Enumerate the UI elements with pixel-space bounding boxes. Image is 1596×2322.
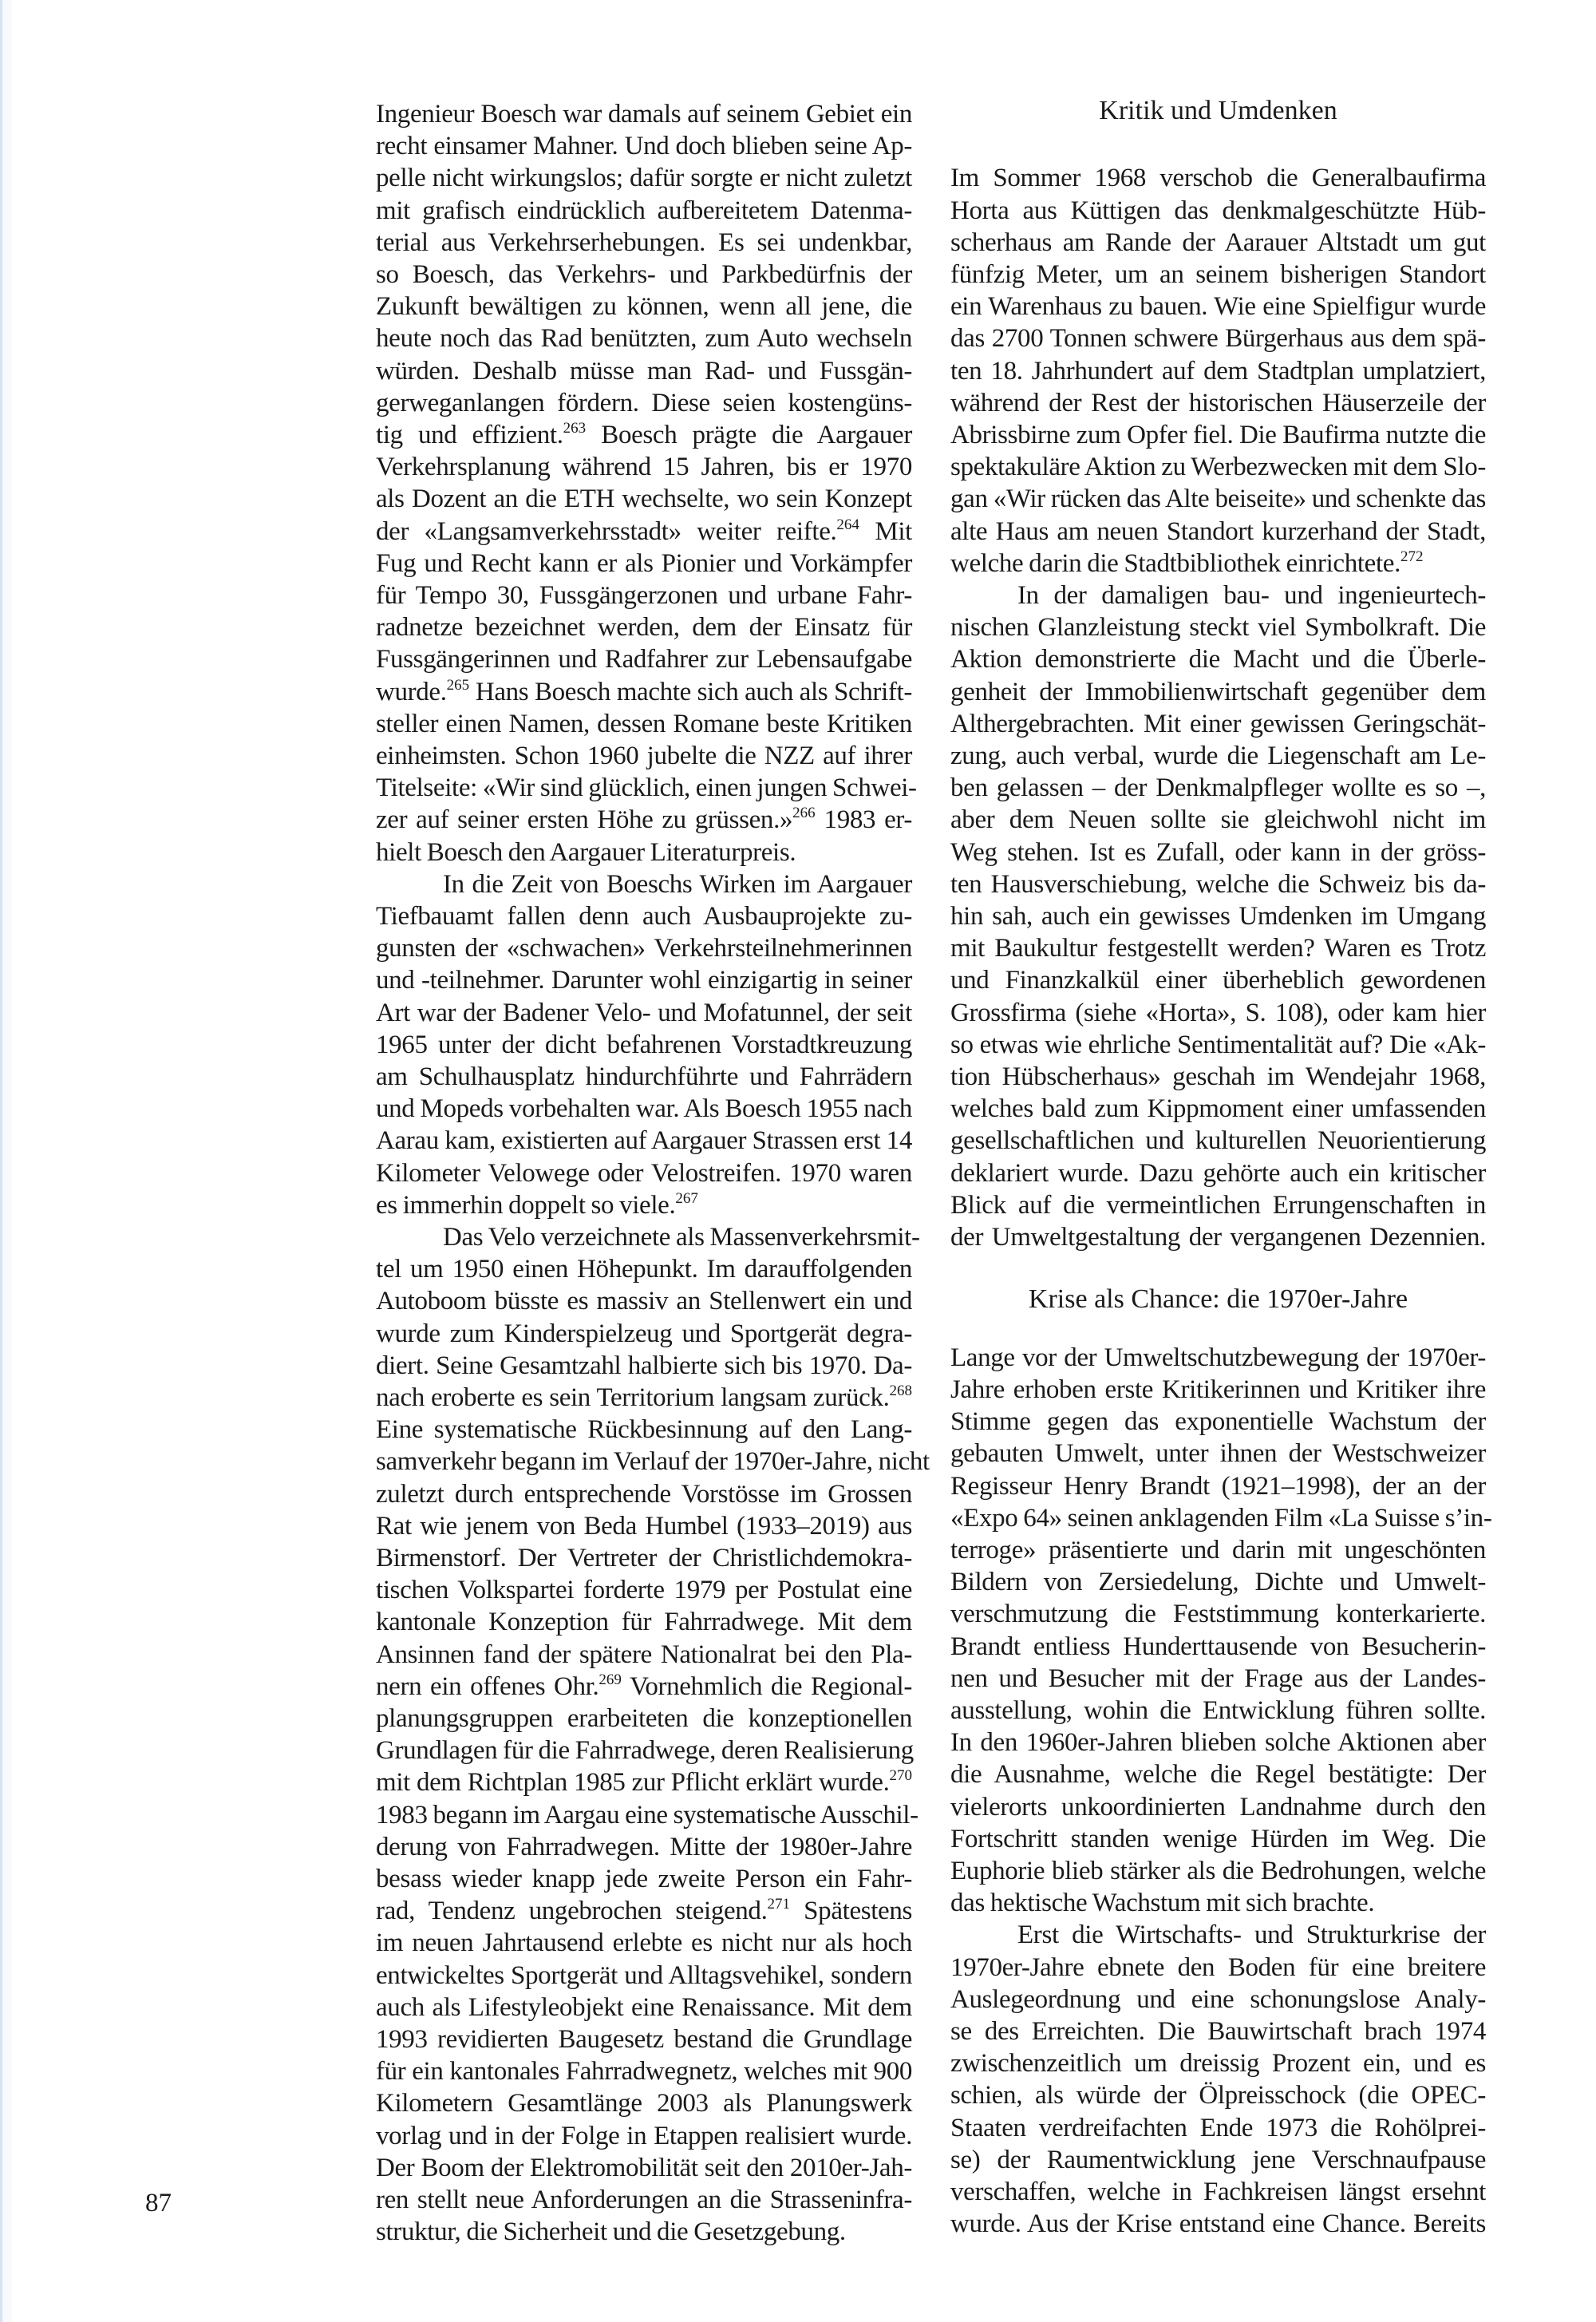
text-line-content: das hektische Wachstum mit sich brachte. [950, 1889, 1375, 1918]
text-line [376, 964, 912, 996]
text-line-content: Tiefbauamt fallen denn auch Ausbauprojekte zu- [376, 902, 912, 931]
text-line [950, 1855, 1486, 1887]
text-line-content: tischen Volkspartei forderte 1979 per Postulat eine [376, 1576, 912, 1605]
text-line [376, 772, 917, 804]
text-line [950, 1695, 1486, 1727]
text-line-content: Eine systematische Rückbesinnung auf den Lang- [376, 1415, 912, 1445]
footnote-reference: 272 [1400, 548, 1424, 565]
text-line [950, 259, 1486, 291]
text-line [376, 1606, 912, 1638]
text-line-content: ren stellt neue Anforderungen an die Strasseninfra- [376, 2186, 912, 2214]
page-edge-shade [2, 0, 12, 2322]
text-line-content: Kilometer Velowege oder Velostreifen. 1970 waren [376, 1158, 912, 1188]
footnote-reference: 270 [889, 1767, 912, 1785]
text-line [950, 2047, 1486, 2079]
text-line [376, 1350, 912, 1382]
text-line [376, 2087, 912, 2119]
text-line-content: Ansinnen fand der spätere Nationalrat bei den Pla- [376, 1640, 912, 1669]
text-line-continuation: 1983 er- [815, 805, 912, 835]
text-line-content: gan «Wir rücken das Alte beiseite» und schenkte das [950, 485, 1486, 514]
text-line-content: genheit der Immobilienwirtschaft gegenüber dem [950, 677, 1486, 706]
section-heading-kritik-und-umdenken: Kritik und Umdenken [1099, 96, 1337, 125]
text-line [950, 1157, 1486, 1189]
text-line [950, 1791, 1486, 1823]
text-line-content: Der Boom der Elektromobilität seit den 2010er-Jah- [376, 2153, 912, 2182]
text-line-content: welche darin die Stadtbibliothek einrichtete. [950, 548, 1400, 578]
text-line-content: Blick auf die vermeintlichen Errungenschaften in [950, 1190, 1486, 1220]
text-line-content: zung, auch verbal, wurde die Liegenschaft am Le- [950, 742, 1486, 770]
text-line-content: der «Langsamverkehrsstadt» weiter reifte. [376, 516, 837, 546]
footnote-reference: 266 [792, 805, 816, 822]
text-line-content: und -teilnehmer. Darunter wohl einzigartig in seiner [376, 966, 912, 995]
text-line-content: Ingenieur Boesch war damals auf seinem Gebiet ein [376, 100, 912, 129]
text-line-content: am Schulhausplatz hindurchführte und Fahrrädern [376, 1062, 912, 1091]
text-line-content: vielerorts unkoordinierten Landnahme durch den [950, 1792, 1486, 1822]
text-line [376, 740, 912, 772]
text-line [376, 1157, 912, 1189]
text-line [376, 259, 912, 291]
text-line [950, 291, 1486, 322]
text-line [376, 1703, 912, 1735]
text-line-content: se des Erreichten. Die Bauwirtschaft brach 1974 [950, 2016, 1486, 2046]
text-line-content: Fug und Recht kann er als Pionier und Vorkämpfer [376, 548, 912, 578]
text-line [950, 1029, 1486, 1061]
text-line-content: die Ausnahme, welche die Regel bestätigte: Der [950, 1760, 1486, 1790]
text-line [376, 1863, 912, 1895]
footnote-reference: 271 [767, 1896, 790, 1913]
text-line-content: Jahre erhoben erste Kritikerinnen und Kritiker ihre [950, 1375, 1486, 1404]
text-line [950, 1758, 1486, 1790]
text-line [376, 1125, 912, 1157]
text-line-content: Euphorie blieb stärker als die Bedrohungen, welche [950, 1856, 1486, 1885]
text-line [950, 964, 1486, 996]
text-line-content: Im Sommer 1968 verschob die Generalbaufirma [950, 164, 1486, 193]
text-line [950, 516, 1486, 548]
text-line-content: nischen Glanzleistung steckt viel Symbolkraft. Die [950, 613, 1486, 643]
text-line [376, 580, 912, 611]
text-line-content: würden. Deshalb müsse man Rad- und Fussgän- [376, 356, 912, 386]
text-line-content: entwickeltes Sportgerät und Alltagsvehikel, sondern [376, 1960, 912, 1990]
text-line-content: steller einen Namen, dessen Romane beste Kritiken [376, 709, 912, 738]
text-line [376, 291, 912, 322]
text-line-content: In die Zeit von Boeschs Wirken im Aargauer [443, 869, 912, 899]
text-line-content: heute noch das Rad benützten, zum Auto wechseln [376, 324, 912, 354]
text-line-content: wurde zum Kinderspielzeug und Sportgerät degra- [376, 1319, 912, 1348]
text-line [376, 1093, 912, 1125]
text-line-content: Erst die Wirtschafts- und Strukturkrise der [1017, 1920, 1486, 1950]
text-line [950, 195, 1486, 227]
text-line [376, 516, 912, 548]
text-line-content: wurde. [376, 677, 447, 706]
text-line-content: «Expo 64» seinen anklagenden Film «La Suisse s’in- [950, 1503, 1492, 1533]
text-line [950, 227, 1486, 259]
text-line [950, 1663, 1486, 1695]
text-line-content: und Finanzkalkül einer überheblich gewordenen [950, 966, 1486, 995]
text-line-content: Brandt entliess Hunderttausende von Besucherin- [950, 1632, 1486, 1661]
text-line-content: Auslegeordnung und eine schonungslose Analy- [950, 1984, 1486, 2014]
text-line-content: derung von Fahrradwegen. Mitte der 1980er-Jahre [376, 1832, 912, 1861]
text-line-content: gesellschaftlichen und kulturellen Neuorientierung [950, 1126, 1486, 1156]
text-line-content: Titelseite: «Wir sind glücklich, einen jungen Schwei- [376, 773, 917, 803]
text-line-content: welches bald zum Kippmoment einer umfassenden [950, 1094, 1486, 1124]
text-line-content: Regisseur Henry Brandt (1921–1998), der an der [950, 1471, 1486, 1501]
text-line [376, 1510, 912, 1542]
text-line [376, 2055, 912, 2087]
text-line [376, 227, 912, 259]
text-line-content: Lange vor der Umweltschutzbewegung der 1970er- [950, 1343, 1486, 1372]
text-line [376, 837, 912, 868]
text-line [376, 1189, 912, 1221]
text-line-content: gerweganlangen fördern. Diese seien kostengüns- [376, 388, 912, 417]
text-line [950, 2112, 1486, 2144]
text-line [950, 1952, 1486, 1984]
text-line-continuation: Mit [859, 516, 912, 546]
text-line-content: fünfzig Meter, um an seinem bisherigen Standort [950, 260, 1486, 289]
text-line [376, 1253, 912, 1285]
footnote-reference: 267 [675, 1189, 698, 1207]
footnote-reference: 263 [563, 420, 587, 437]
text-line [376, 1735, 912, 1766]
text-line-content: besass wieder knapp jede zweite Person ein Fahr- [376, 1865, 912, 1893]
text-line-content: das 2700 Tonnen schwere Bürgerhaus aus dem spä- [950, 324, 1486, 354]
text-line [950, 419, 1486, 451]
text-line [950, 355, 1486, 387]
text-line-content: Fussgängerinnen und Radfahrer zur Lebensaufgabe [376, 645, 912, 674]
text-line [950, 1061, 1486, 1093]
text-line-content: verschmutzung die Feststimmung konterkarierte. [950, 1600, 1486, 1629]
text-line-content: und Mopeds vorbehalten war. Als Boesch 1955 nach [376, 1094, 912, 1124]
text-line-content: se) der Raumentwicklung jene Verschnaufpause [950, 2145, 1486, 2174]
text-line-continuation: Spätestens [789, 1897, 912, 1926]
text-line-content: In den 1960er-Jahren blieben solche Aktionen aber [950, 1728, 1486, 1758]
text-line-content: Stimme gegen das exponentielle Wachstum der [950, 1407, 1486, 1437]
text-line [376, 2152, 912, 2184]
text-line [950, 548, 1486, 580]
text-line [376, 2216, 912, 2248]
text-line-content: planungsgruppen erarbeiteten die konzeptionellen [376, 1704, 912, 1733]
text-line [950, 1598, 1486, 1630]
text-line [950, 1342, 1486, 1374]
text-line-content: ein Warenhaus zu bauen. Wie eine Spielfigur wurde [950, 292, 1486, 322]
text-line-content: Aktion demonstrierte die Macht und die Überle- [950, 645, 1486, 674]
text-line [376, 1574, 912, 1606]
text-line-content: nern ein offenes Ohr. [376, 1671, 599, 1701]
text-line-content: 1993 revidierten Baugesetz bestand die Grundlage [376, 2025, 912, 2054]
text-line-content: rad, Tendenz ungebrochen steigend. [376, 1897, 768, 1926]
text-line-content: während der Rest der historischen Häuserzeile der [950, 388, 1486, 417]
text-line [376, 1542, 912, 1574]
text-line-content: es immerhin doppelt so viele. [376, 1190, 676, 1220]
text-line [376, 98, 912, 130]
text-line [950, 580, 1486, 611]
text-line-content: verschaffen, welche in Fachkreisen längst ersehnt [950, 2177, 1486, 2206]
text-line-content: zer auf seiner ersten Höhe zu grüssen.» [376, 805, 793, 835]
text-line [950, 2079, 1486, 2111]
text-line [376, 419, 912, 451]
text-line-continuation: Vornehmlich die Regional- [621, 1671, 912, 1701]
text-line [950, 643, 1486, 675]
text-line [950, 1631, 1486, 1663]
text-line-content: ben gelassen – der Denkmalpfleger wollte es so –, [950, 773, 1486, 803]
text-line [950, 1566, 1486, 1598]
text-line-content: ausstellung, wohin die Entwicklung führen sollte. [950, 1695, 1486, 1725]
text-line [376, 451, 912, 483]
text-line [950, 804, 1486, 836]
text-line-content: terial aus Verkehrserhebungen. Es sei undenkbar, [376, 227, 912, 257]
text-line [950, 1534, 1486, 1566]
text-line [950, 387, 1486, 419]
text-line [950, 1189, 1486, 1221]
text-line [376, 548, 912, 580]
text-line-content: 1970er-Jahre ebnete den Boden für eine breitere [950, 1952, 1486, 1982]
text-line [950, 932, 1486, 964]
text-line-content: Weg stehen. Ist es Zufall, oder kann in der gröss- [950, 837, 1486, 867]
text-line [950, 1406, 1486, 1438]
text-line-content: Grossfirma (siehe «Horta», S. 108), oder kam hier [950, 998, 1486, 1027]
text-line-content: Zukunft bewältigen zu können, wenn all jene, die [376, 292, 912, 322]
text-line-content: nen und Besucher mit der Frage aus der Landes- [950, 1663, 1486, 1693]
text-line [950, 1438, 1486, 1470]
text-line [376, 900, 912, 932]
text-line [376, 1029, 912, 1061]
text-line [376, 1221, 920, 1253]
text-line-content: kantonale Konzeption für Fahrradwege. Mit dem [376, 1608, 912, 1637]
text-line-content: für ein kantonales Fahrradwegnetz, welches mit 900 [376, 2057, 912, 2087]
text-line [376, 1671, 912, 1703]
text-line-content: Art war der Badener Velo- und Mofatunnel, der seit [376, 998, 912, 1027]
text-line [376, 1478, 912, 1510]
text-line [950, 611, 1486, 643]
text-line [950, 322, 1486, 354]
text-line-content: auch als Lifestyleobjekt eine Renaissance. Mit dem [376, 1992, 912, 2022]
text-line [376, 1799, 918, 1831]
text-line [376, 162, 912, 194]
text-line-content: Staaten verdreifachten Ende 1973 die Rohölprei- [950, 2113, 1486, 2142]
text-line-content: für Tempo 30, Fussgängerzonen und urbane Fahr- [376, 581, 912, 610]
text-line-content: als Dozent an die ETH wechselte, wo sein Konzept [376, 485, 912, 514]
text-line-content: ten 18. Jahrhundert auf dem Stadtplan umplatziert, [950, 356, 1486, 386]
text-line-content: hin sah, auch ein gewisses Umdenken im Umgang [950, 902, 1486, 931]
text-line [376, 611, 912, 643]
text-line-content: gunsten der «schwachen» Verkehrsteilnehmerinnen [376, 934, 912, 963]
text-line-content: Verkehrsplanung während 15 Jahren, bis er 1970 [376, 453, 912, 482]
text-line-content: zwischenzeitlich um dreissig Prozent ein, und es [950, 2049, 1486, 2079]
text-line [950, 1823, 1486, 1855]
text-line [376, 2023, 912, 2055]
text-line-content: recht einsamer Mahner. Und doch blieben seine Ap- [376, 132, 912, 161]
text-line-content: samverkehr begann im Verlauf der 1970er-Jahre, nicht [376, 1447, 930, 1477]
text-line [376, 1414, 912, 1446]
text-line [950, 1374, 1486, 1406]
text-line-content: spektakuläre Aktion zu Werbezwecken mit dem Slo- [950, 453, 1486, 482]
text-line [950, 1125, 1486, 1157]
text-line-content: so Boesch, das Verkehrs- und Parkbedürfnis der [376, 260, 912, 289]
text-line-content: mit dem Richtplan 1985 zur Pflicht erklärt wurde. [376, 1768, 890, 1798]
text-line [376, 1285, 912, 1317]
text-line [376, 1639, 912, 1671]
text-line [376, 355, 912, 387]
text-line [950, 900, 1486, 932]
text-line [376, 322, 912, 354]
text-line-content: scherhaus am Rande der Aarauer Altstadt um gut [950, 227, 1486, 257]
text-line [376, 195, 912, 227]
text-line-content: Fortschritt standen wenige Hürden im Weg. Die [950, 1824, 1486, 1853]
text-line-content: mit grafisch eindrücklich aufbereitetem Datenma- [376, 196, 912, 225]
text-line-content: deklariert wurde. Dazu gehörte auch ein kritischer [950, 1158, 1486, 1188]
text-line [950, 740, 1486, 772]
text-line [376, 1895, 912, 1927]
text-line [950, 2176, 1486, 2208]
text-line [950, 772, 1486, 804]
text-line-content: Horta aus Küttigen das denkmalgeschützte Hüb- [950, 196, 1486, 225]
text-line-content: 1965 unter der dicht befahrenen Vorstadtkreuzung [376, 1030, 912, 1059]
text-line [950, 997, 1486, 1029]
text-line-content: Rat wie jenem von Beda Humbel (1933–2019) aus [376, 1511, 912, 1541]
text-line-content: 1983 begann im Aargau eine systematische Ausschil- [376, 1800, 918, 1830]
text-line-content: vorlag und in der Folge in Etappen realisiert wurde. [376, 2121, 912, 2150]
text-line-content: terroge» präsentierte und darin mit ungeschönten [950, 1535, 1486, 1564]
text-line-content: pelle nicht wirkungslos; dafür sorgte er nicht zuletzt [376, 164, 912, 193]
section-heading-krise-als-chance: Krise als Chance: die 1970er-Jahre [1028, 1284, 1408, 1315]
text-line [950, 1502, 1492, 1534]
text-line-content: zuletzt durch entsprechende Vorstösse im Grossen [376, 1479, 912, 1509]
text-line [950, 1470, 1486, 1502]
text-line [950, 162, 1486, 194]
text-line [950, 483, 1486, 515]
text-line-continuation: Hans Boesch machte sich auch als Schrift- [469, 677, 912, 706]
text-line-content: mit Baukultur festgestellt werden? Waren es Trotz [950, 934, 1486, 963]
text-line-content: Autoboom büsste es massiv an Stellenwert ein und [376, 1287, 912, 1316]
text-line [376, 643, 912, 675]
text-line [376, 1927, 912, 1959]
text-line-content: diert. Seine Gesamtzahl halbierte sich bis 1970. Da- [376, 1351, 912, 1380]
text-line [950, 868, 1486, 900]
text-line-content: Althergebrachten. Mit einer gewissen Geringschät- [950, 709, 1486, 738]
text-line-content: Das Velo verzeichnete als Massenverkehrsmit- [443, 1223, 920, 1252]
footnote-reference: 264 [836, 516, 859, 533]
footnote-reference: 265 [446, 676, 470, 694]
text-line [376, 676, 912, 708]
text-line-continuation: Boesch prägte die Aargauer [586, 421, 912, 449]
text-line-content: struktur, die Sicherheit und die Gesetzgebung. [376, 2217, 846, 2247]
text-line-content: Birmenstorf. Der Vertreter der Christlichdemokra- [376, 1544, 912, 1572]
text-line-content: schien, als würde der Ölpreisschock (die OPEC- [950, 2081, 1486, 2110]
text-line-content: nach eroberte es sein Territorium langsam zurück. [376, 1383, 890, 1412]
text-line-content: wurde. Aus der Krise entstand eine Chance. Bereits [950, 2209, 1486, 2239]
text-line [950, 1919, 1486, 1951]
text-line-content: tig und effizient. [376, 421, 563, 449]
text-line [376, 387, 912, 419]
text-line [950, 1984, 1486, 2015]
text-line [950, 1221, 1486, 1253]
text-line-content: radnetze bezeichnet werden, dem der Einsatz für [376, 613, 912, 643]
text-line-content: Kilometern Gesamtlänge 2003 als Planungswerk [376, 2089, 912, 2118]
text-line-content: alte Haus am neuen Standort kurzerhand der Stadt, [950, 516, 1486, 546]
text-line [376, 1382, 912, 1414]
text-line-content: Grundlagen für die Fahrradwege, deren Realisierung [376, 1736, 914, 1766]
text-line-content: so etwas wie ehrliche Sentimentalität auf? Die «Ak- [950, 1030, 1486, 1059]
text-line-content: In der damaligen bau- und ingenieurtech- [1017, 581, 1486, 610]
text-line-content: Abrissbirne zum Opfer fiel. Die Baufirma nutzte die [950, 421, 1486, 449]
text-line [376, 997, 912, 1029]
text-line [376, 130, 912, 162]
page-number: 87 [145, 2189, 172, 2217]
text-line [376, 1318, 912, 1350]
text-line-content: ten Hausverschiebung, welche die Schweiz bis da- [950, 869, 1486, 899]
text-line [950, 2144, 1486, 2176]
text-line [950, 1093, 1486, 1125]
text-line-content: Bildern von Zersiedelung, Dichte und Umwelt- [950, 1568, 1486, 1597]
text-line [950, 837, 1486, 868]
text-line-content: Aarau kam, existierten auf Aargauer Strassen erst 14 [376, 1126, 912, 1156]
text-line [376, 708, 912, 740]
text-line [950, 1887, 1486, 1919]
text-line [376, 1061, 912, 1093]
text-line [376, 2120, 912, 2152]
text-line-content: gebauten Umwelt, unter ihnen der Westschweizer [950, 1439, 1486, 1469]
text-line-content: einheimsten. Schon 1960 jubelte die NZZ auf ihrer [376, 742, 912, 770]
text-line [376, 1766, 912, 1798]
text-line-content: im neuen Jahrtausend erlebte es nicht nur als hoch [376, 1928, 912, 1958]
text-line [376, 1831, 912, 1863]
text-line-content: der Umweltgestaltung der vergangenen Dezennien. [950, 1223, 1486, 1252]
text-line [376, 1960, 912, 1992]
footnote-reference: 269 [598, 1671, 622, 1688]
text-line [950, 708, 1486, 740]
text-line [950, 2208, 1486, 2240]
text-line [950, 2015, 1486, 2047]
text-line-content: hielt Boesch den Aargauer Literaturpreis. [376, 837, 796, 867]
text-line [376, 1992, 912, 2023]
text-line [376, 483, 912, 515]
text-line [376, 1446, 930, 1477]
text-line [950, 451, 1486, 483]
text-line [376, 932, 912, 964]
text-line-content: aber dem Neuen sollte sie gleichwohl nicht im [950, 805, 1486, 835]
text-line [950, 676, 1486, 708]
text-line [950, 1727, 1486, 1758]
text-line-content: tion Hübscherhaus» geschah im Wendejahr 1968, [950, 1062, 1486, 1091]
text-line-content: tel um 1950 einen Höhepunkt. Im darauffolgenden [376, 1255, 912, 1284]
text-line [376, 2184, 912, 2216]
footnote-reference: 268 [889, 1383, 912, 1399]
text-line [376, 804, 912, 836]
text-line [376, 868, 912, 900]
